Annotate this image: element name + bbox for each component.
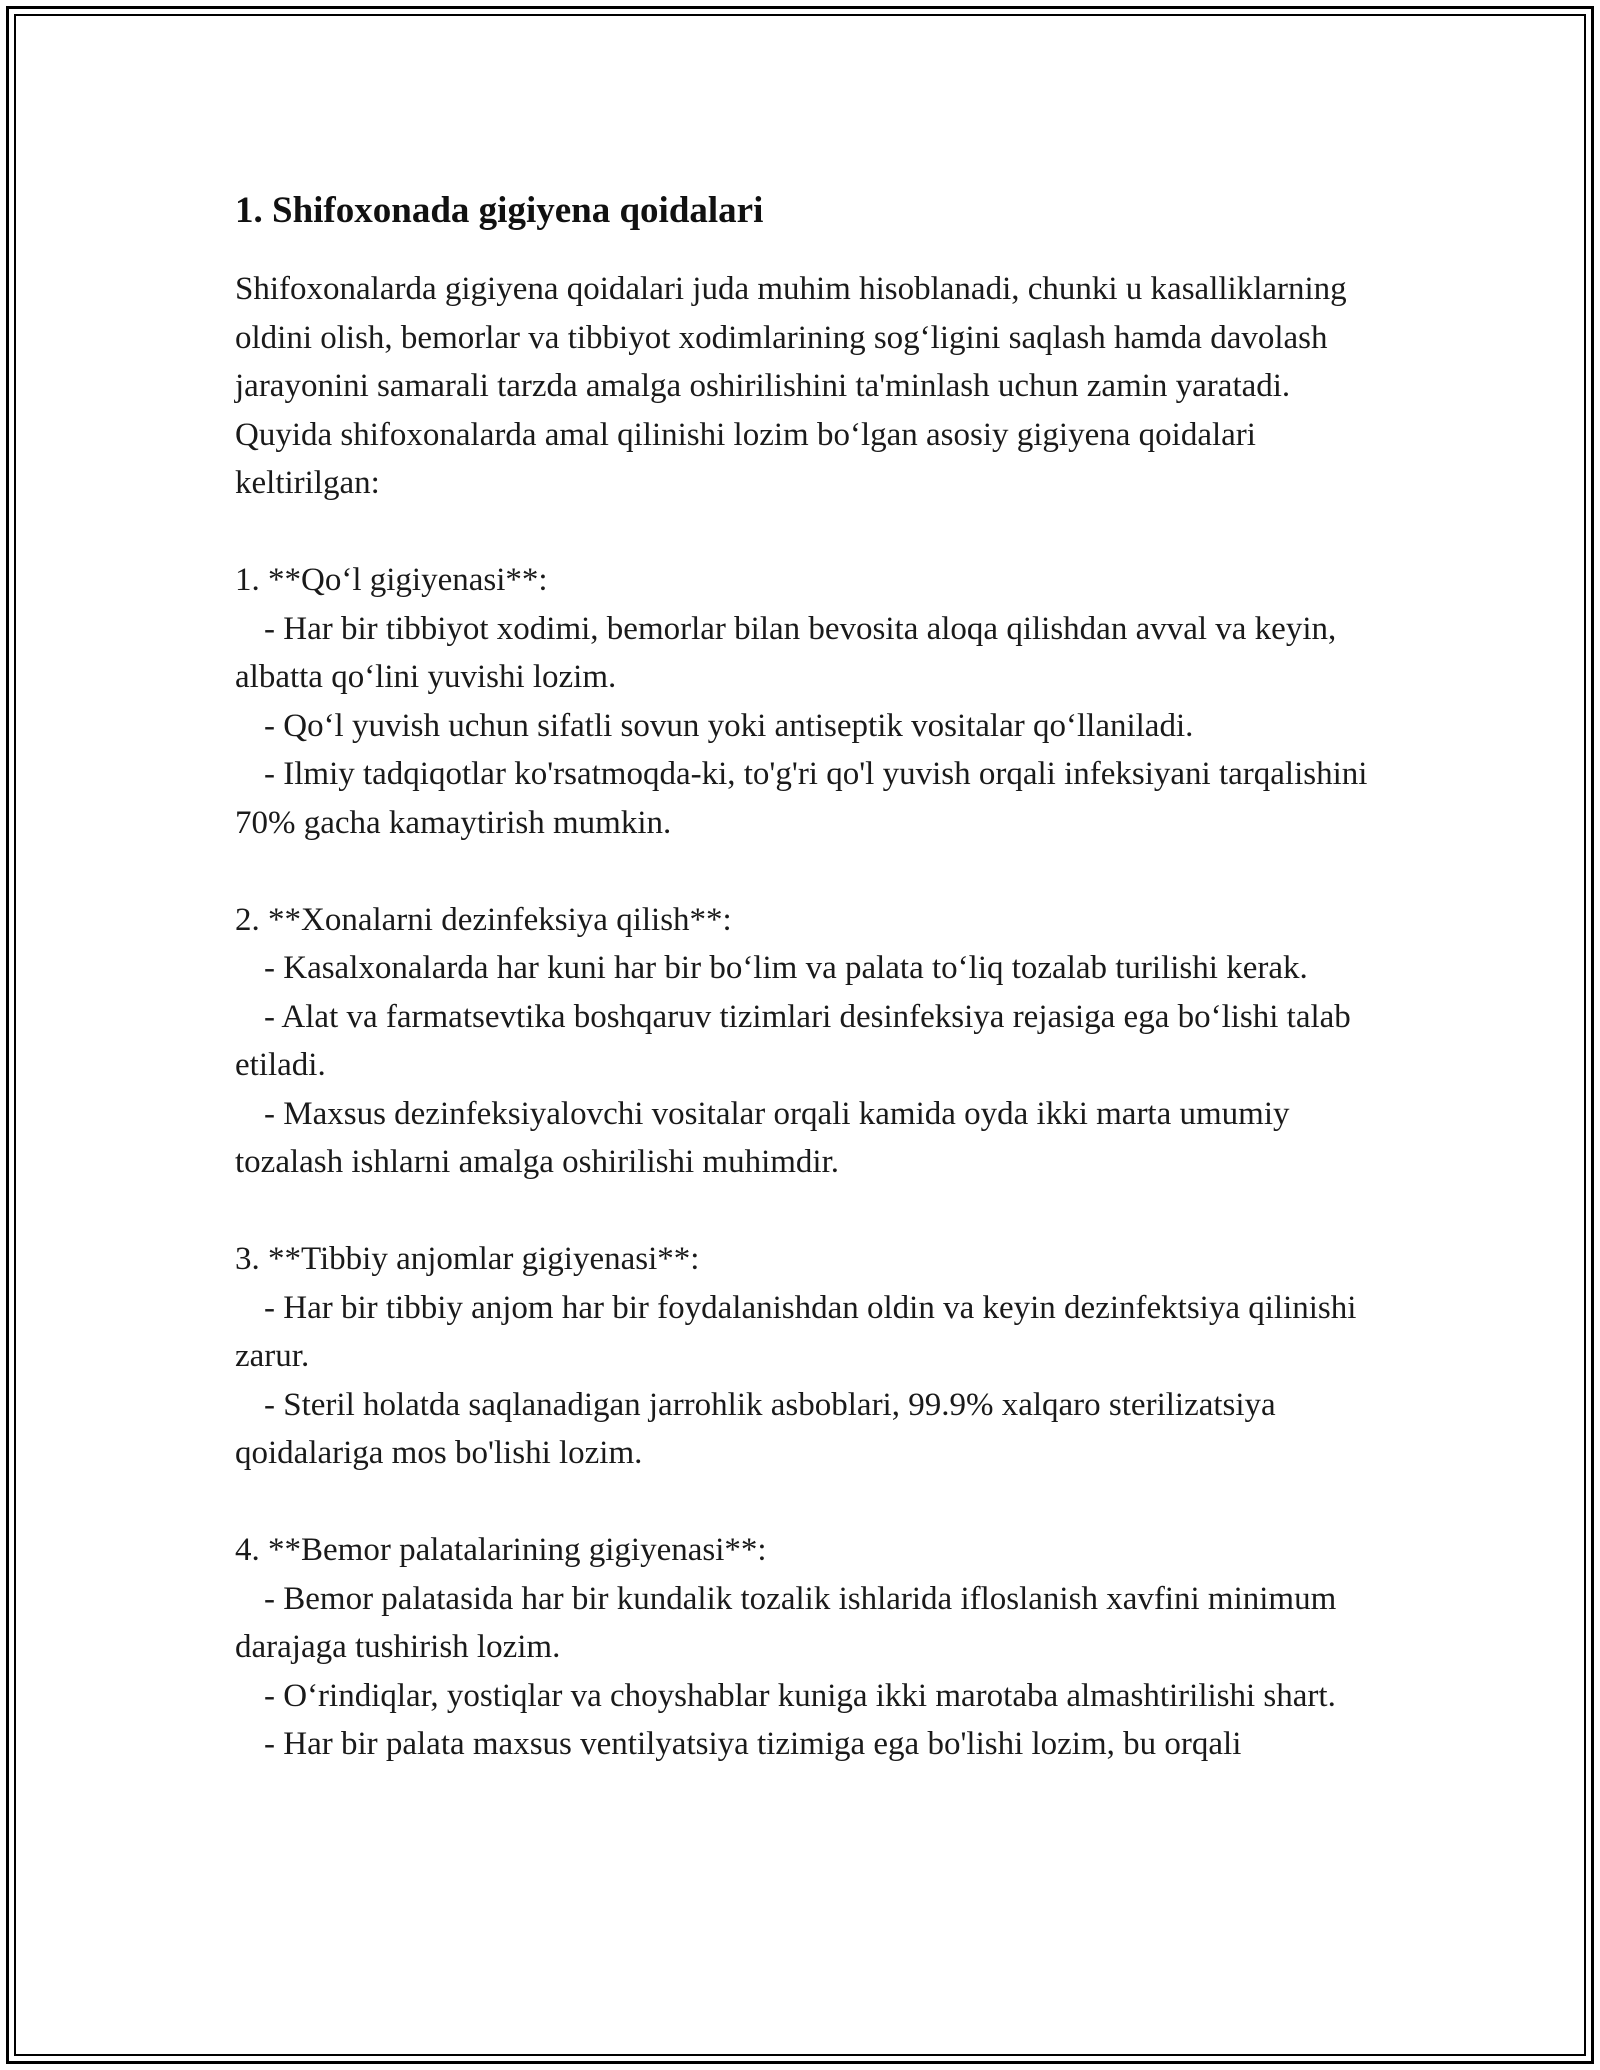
bullet-text: - Steril holatda saqlanadigan jarrohlik asboblari, 99.9% xalqaro sterilizatsiya qoidalariga mos bo'lishi lozim. bbox=[235, 1386, 1276, 1472]
section-room-disinfection bbox=[235, 896, 1385, 1187]
bullet-item bbox=[235, 1575, 1385, 1672]
bullet-text: - Bemor palatasida har bir kundalik tozalik ishlarida ifloslanish xavfini minimum darajaga tushirish lozim. bbox=[235, 1580, 1337, 1666]
document-body bbox=[235, 182, 1385, 1769]
bullet-item bbox=[235, 1381, 1385, 1478]
bullet-item bbox=[235, 1672, 1385, 1721]
bullet-text: - Qo‘l yuvish uchun sifatli sovun yoki antiseptik vositalar qo‘llaniladi. bbox=[264, 707, 1194, 744]
bullet-text: - Har bir tibbiy anjom har bir foydalanishdan oldin va keyin dezinfektsiya qilinishi zarur. bbox=[235, 1289, 1357, 1375]
bullet-item bbox=[235, 993, 1385, 1090]
bullet-item bbox=[235, 750, 1385, 847]
section-hand-hygiene bbox=[235, 556, 1385, 847]
bullet-item bbox=[235, 605, 1385, 702]
bullet-text: - Kasalxonalarda har kuni har bir bo‘lim va palata to‘liq tozalab turilishi kerak. bbox=[264, 950, 1308, 987]
bullet-item bbox=[235, 1284, 1385, 1381]
bullet-text: - Maxsus dezinfeksiyalovchi vositalar orqali kamida oyda ikki marta umumiy tozalash ishlarni amalga oshirilishi muhimdir. bbox=[235, 1095, 1290, 1181]
document-title: 1. Shifoxonada gigiyena qoidalari bbox=[235, 190, 764, 231]
intro-paragraph: Shifoxonalarda gigiyena qoidalari juda muhim hisoblanadi, chunki u kasalliklarning oldini olish, bemorlar va tibbiyot xodimlarining sog‘ligini saqlash hamda davolash jarayonini samarali tarzda amalga oshirilishini ta'minlash uchun zamin yaratadi. Quyida shifoxonalarda amal qilinishi lozim bo‘lgan asosiy gigiyena qoidalari keltirilgan: bbox=[235, 271, 1347, 502]
bullet-item bbox=[235, 1090, 1385, 1187]
bullet-text: - Har bir tibbiyot xodimi, bemorlar bilan bevosita aloqa qilishdan avval va keyin, albatta qo‘lini yuvishi lozim. bbox=[235, 610, 1337, 696]
section-heading: 4. **Bemor palatalarining gigiyenasi**: bbox=[235, 1532, 767, 1569]
bullet-item bbox=[235, 702, 1385, 751]
section-heading: 2. **Xonalarni dezinfeksiya qilish**: bbox=[235, 901, 732, 938]
bullet-text: - O‘rindiqlar, yostiqlar va choyshablar kuniga ikki marotaba almashtirilishi shart. bbox=[264, 1677, 1336, 1714]
section-patient-wards bbox=[235, 1526, 1385, 1769]
section-heading: 1. **Qo‘l gigiyenasi**: bbox=[235, 562, 548, 599]
bullet-item bbox=[235, 1720, 1385, 1769]
bullet-text: - Har bir palata maxsus ventilyatsiya tizimiga ega bo'lishi lozim, bu orqali bbox=[264, 1726, 1242, 1763]
bullet-text: - Alat va farmatsevtika boshqaruv tizimlari desinfeksiya rejasiga ega bo‘lishi talab etiladi. bbox=[235, 998, 1351, 1084]
section-heading: 3. **Tibbiy anjomlar gigiyenasi**: bbox=[235, 1241, 700, 1278]
section-medical-equipment bbox=[235, 1235, 1385, 1478]
bullet-text: - Ilmiy tadqiqotlar ko'rsatmoqda-ki, to'g'ri qo'l yuvish orqali infeksiyani tarqalishini 70% gacha kamaytirish mumkin. bbox=[235, 756, 1368, 841]
bullet-item bbox=[235, 944, 1385, 993]
